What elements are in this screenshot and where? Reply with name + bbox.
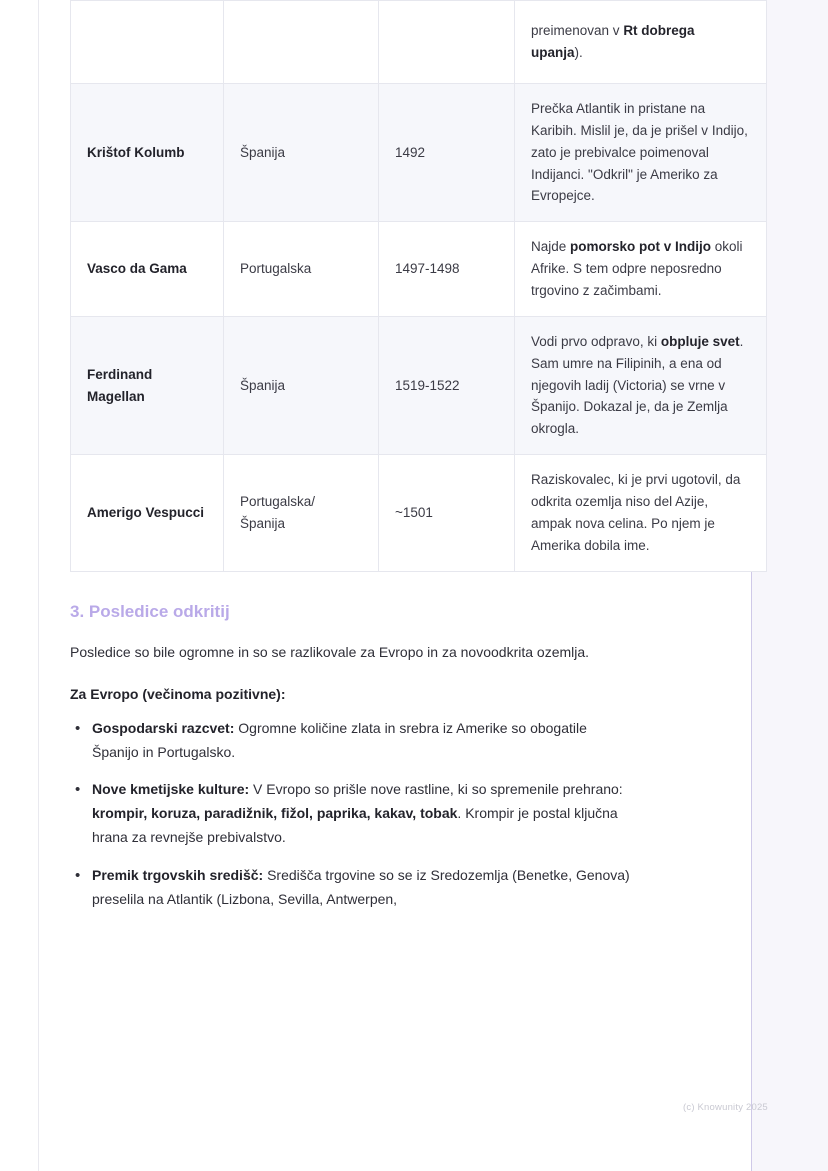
explorer-name-cell: Vasco da Gama [71, 222, 224, 317]
body-text: . Sam umre na Filipinih, a ena od njegovih ladij (Victoria) se vrne v Španijo. Dokazal je, da je Zemlja okrogla. [531, 333, 744, 437]
emphasis-text: Gospodarski razcvet: [92, 720, 235, 737]
consequences-list [70, 716, 634, 911]
table-row [71, 84, 767, 222]
table-row [71, 455, 767, 571]
explorer-country-cell: Španija [224, 316, 379, 454]
body-text: Središča trgovine so se iz Sredozemlja (Benetke, Genova) preselila na Atlantik (Lizbona, Sevilla, Antwerpen, [92, 866, 630, 907]
explorer-years-cell: 1492 [379, 84, 515, 222]
emphasis-text: Rt dobrega upanja [531, 23, 695, 60]
explorer-description-cell [515, 1, 767, 84]
explorers-table [70, 0, 767, 572]
emphasis-text: obpluje svet [660, 333, 740, 349]
body-text: ). [574, 45, 583, 60]
explorer-name-cell: Amerigo Vespucci [71, 455, 224, 571]
emphasis-text: pomorsko pot v Indijo [570, 239, 712, 255]
body-text: Vodi prvo odpravo, ki [531, 333, 661, 349]
emphasis-text: Premik trgovskih središč: [92, 866, 264, 883]
explorer-name-cell: Ferdinand Magellan [71, 316, 224, 454]
explorer-country-cell: Portugalska/ Španija [224, 455, 379, 571]
body-text: okoli Afrike. S tem odpre neposredno trgovino z začimbami. [531, 239, 743, 299]
list-item [92, 777, 634, 849]
body-text: Najde [531, 239, 571, 255]
explorer-years-cell: 1497-1498 [379, 222, 515, 317]
explorer-years-cell: ~1501 [379, 455, 515, 571]
explorer-name-cell [71, 1, 224, 84]
body-text: V Evropo so prišle nove rastline, ki so spremenile prehrano: [249, 781, 623, 798]
explorer-description-cell [515, 455, 767, 571]
document-content [70, 0, 748, 924]
left-margin-rule [38, 0, 39, 1171]
explorer-name-cell: Krištof Kolumb [71, 84, 224, 222]
list-item [92, 716, 634, 764]
explorer-years-cell [379, 1, 515, 84]
explorer-country-cell: Španija [224, 84, 379, 222]
emphasis-text: Nove kmetijske kulture: [92, 781, 250, 798]
subsection-heading: Za Evropo (večinoma pozitivne): [70, 686, 286, 703]
watermark: (c) Knowunity 2025 [683, 1102, 768, 1113]
emphasis-text: krompir, koruza, paradižnik, fižol, paprika, kakav, tobak [92, 805, 458, 822]
body-text: preimenovan v [531, 23, 624, 39]
explorer-description-cell [515, 222, 767, 317]
body-text: Ogromne količine zlata in srebra iz Amerike so obogatile Španijo in Portugalsko. [92, 720, 587, 761]
section-intro-paragraph: Posledice so bile ogromne in so se razlikovale za Evropo in za novoodkrita ozemlja. [70, 643, 590, 660]
explorer-description-cell [515, 316, 767, 454]
table-row [71, 1, 767, 84]
body-text: . Krompir je postal ključna hrana za revnejše prebivalstvo. [92, 805, 618, 846]
table-row [71, 222, 767, 317]
list-item [92, 863, 634, 911]
table-row [71, 316, 767, 454]
explorer-years-cell: 1519-1522 [379, 316, 515, 454]
explorers-table-body [71, 1, 767, 572]
explorer-description-cell [515, 84, 767, 222]
body-text: Prečka Atlantik in pristane na Karibih. Mislil je, da je prišel v Indijo, zato je prebivalce poimenoval Indijanci. "Odkril" je Ameriko za Evropejce. [531, 101, 748, 204]
section-heading: 3. Posledice odkritij [70, 601, 230, 621]
explorer-country-cell: Portugalska [224, 222, 379, 317]
body-text: Raziskovalec, ki je prvi ugotovil, da odkrita ozemlja niso del Azije, ampak nova celina. Po njem je Amerika dobila ime. [531, 472, 741, 553]
explorer-country-cell [224, 1, 379, 84]
